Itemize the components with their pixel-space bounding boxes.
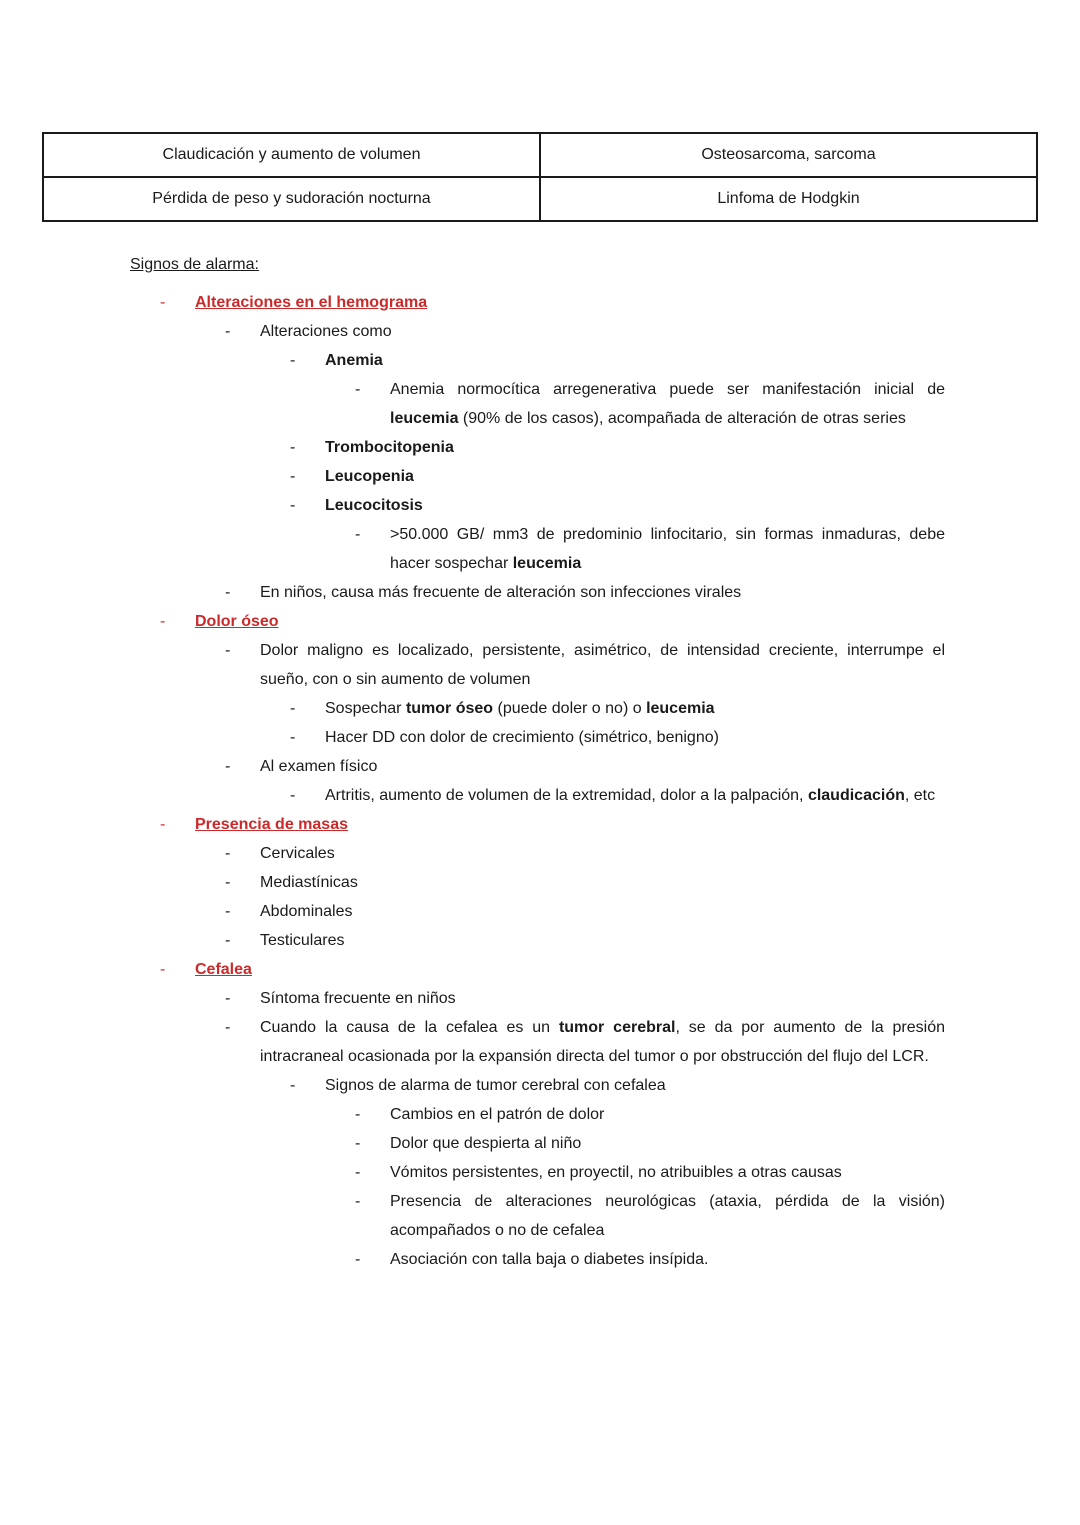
dash-bullet: -: [290, 497, 296, 514]
list-item-text: Dolor maligno es localizado, persistente, asimétrico, de intensidad creciente, interrumpe el sueño, con o sin aumento de volumen: [260, 642, 945, 688]
list-item-text: Mediastínicas: [260, 874, 358, 891]
list-item: [160, 317, 945, 346]
list-item: [160, 1158, 945, 1187]
list-item: [160, 984, 945, 1013]
list-item: [160, 1129, 945, 1158]
dash-bullet: -: [290, 439, 296, 456]
list-item: [160, 346, 945, 375]
dash-bullet: -: [225, 584, 231, 601]
list-item-text: Presencia de masas: [195, 816, 348, 833]
list-item-text: Alteraciones en el hemograma: [195, 294, 428, 311]
list-item-text: Alteraciones como: [260, 323, 392, 340]
dash-bullet: -: [355, 1193, 361, 1210]
dash-bullet: -: [225, 1019, 231, 1036]
list-item-text: Trombocitopenia: [325, 439, 454, 456]
list-item-text: Anemia: [325, 352, 383, 369]
list-item: [160, 1187, 945, 1245]
dash-bullet: -: [290, 787, 296, 804]
list-item: [160, 694, 945, 723]
dash-bullet: -: [225, 990, 231, 1007]
list-item: [160, 897, 945, 926]
list-section-heading: [160, 810, 945, 839]
dash-bullet: -: [290, 468, 296, 485]
list-item-text: Cefalea: [195, 961, 252, 978]
list-item-text: Cervicales: [260, 845, 335, 862]
dash-bullet: -: [355, 1164, 361, 1181]
list-item-text: Al examen físico: [260, 758, 378, 775]
symptom-diagnosis-table: [42, 132, 1038, 222]
dash-bullet: -: [290, 1077, 296, 1094]
list-item: [160, 1245, 945, 1274]
list-item: [160, 375, 945, 433]
section-heading: Signos de alarma:: [130, 256, 259, 273]
list-item-text: Dolor que despierta al niño: [390, 1135, 582, 1152]
dash-bullet: -: [160, 613, 166, 630]
table-row: [43, 177, 1037, 221]
list-item: [160, 491, 945, 520]
dash-bullet: -: [225, 903, 231, 920]
list-item-text: Testiculares: [260, 932, 345, 949]
list-item: [160, 781, 945, 810]
list-item-text: Cambios en el patrón de dolor: [390, 1106, 605, 1123]
dash-bullet: -: [225, 758, 231, 775]
dash-bullet: -: [160, 961, 166, 978]
table-cell-symptom: Pérdida de peso y sudoración nocturna: [43, 177, 540, 221]
list-section-heading: [160, 955, 945, 984]
list-item-text: Sospechar tumor óseo (puede doler o no) o leucemia: [325, 700, 715, 717]
dash-bullet: -: [355, 381, 361, 398]
list-item: [160, 578, 945, 607]
dash-bullet: -: [160, 294, 166, 311]
list-item-text: Asociación con talla baja o diabetes insípida.: [390, 1251, 709, 1268]
list-item-text: Presencia de alteraciones neurológicas (ataxia, pérdida de la visión) acompañados o no de cefalea: [390, 1193, 945, 1239]
dash-bullet: -: [355, 526, 361, 543]
list-item: [160, 926, 945, 955]
dash-bullet: -: [225, 642, 231, 659]
alarm-signs-list: [160, 288, 945, 1274]
list-item: [160, 520, 945, 578]
dash-bullet: -: [355, 1135, 361, 1152]
list-item-text: Leucocitosis: [325, 497, 423, 514]
table-cell-diagnosis: Osteosarcoma, sarcoma: [540, 133, 1037, 177]
list-item: [160, 433, 945, 462]
dash-bullet: -: [355, 1106, 361, 1123]
dash-bullet: -: [160, 816, 166, 833]
dash-bullet: -: [355, 1251, 361, 1268]
dash-bullet: -: [225, 323, 231, 340]
list-item-text: Síntoma frecuente en niños: [260, 990, 456, 1007]
list-section-heading: [160, 607, 945, 636]
list-item-text: Dolor óseo: [195, 613, 279, 630]
list-item-text: Cuando la causa de la cefalea es un tumor cerebral, se da por aumento de la presión intracraneal ocasionada por la expansión directa del tumor o por obstrucción del flujo del LCR.: [260, 1019, 945, 1065]
dash-bullet: -: [225, 845, 231, 862]
list-item: [160, 839, 945, 868]
list-item-text: Anemia normocítica arregenerativa puede ser manifestación inicial de leucemia (90% de los casos), acompañada de alteración de otras series: [390, 381, 945, 427]
list-item-text: Signos de alarma de tumor cerebral con cefalea: [325, 1077, 666, 1094]
list-item: [160, 636, 945, 694]
dash-bullet: -: [290, 700, 296, 717]
list-item: [160, 1013, 945, 1071]
list-item: [160, 462, 945, 491]
list-item-text: >50.000 GB/ mm3 de predominio linfocitario, sin formas inmaduras, debe hacer sospechar leucemia: [390, 526, 945, 572]
dash-bullet: -: [290, 729, 296, 746]
list-item: [160, 1071, 945, 1100]
list-item-text: Vómitos persistentes, en proyectil, no atribuibles a otras causas: [390, 1164, 842, 1181]
dash-bullet: -: [225, 932, 231, 949]
list-item-text: Abdominales: [260, 903, 353, 920]
list-item: [160, 1100, 945, 1129]
table-row: [43, 133, 1037, 177]
dash-bullet: -: [225, 874, 231, 891]
list-item-text: Hacer DD con dolor de crecimiento (simétrico, benigno): [325, 729, 719, 746]
list-item-text: Artritis, aumento de volumen de la extremidad, dolor a la palpación, claudicación, etc: [325, 787, 936, 804]
list-item: [160, 752, 945, 781]
list-item: [160, 723, 945, 752]
list-item-text: En niños, causa más frecuente de alteración son infecciones virales: [260, 584, 742, 601]
list-item: [160, 868, 945, 897]
table-cell-diagnosis: Linfoma de Hodgkin: [540, 177, 1037, 221]
table-cell-symptom: Claudicación y aumento de volumen: [43, 133, 540, 177]
list-section-heading: [160, 288, 945, 317]
dash-bullet: -: [290, 352, 296, 369]
list-item-text: Leucopenia: [325, 468, 414, 485]
